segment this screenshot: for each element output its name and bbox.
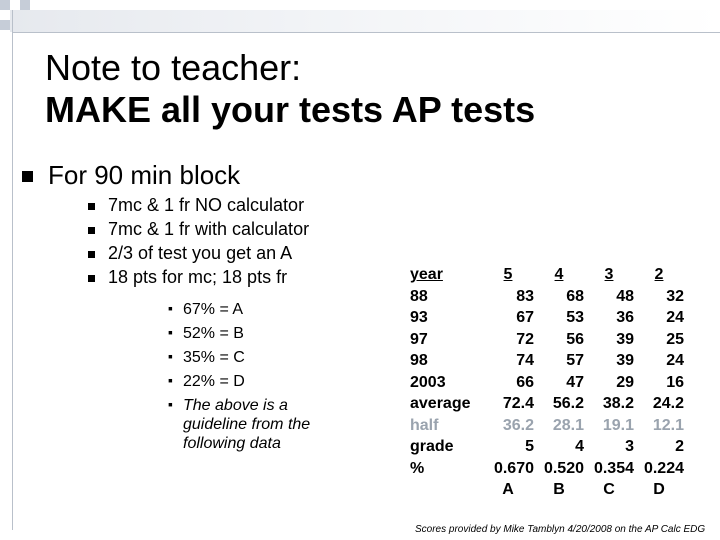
table-row: average 72.4 56.2 38.2 24.2 [410,395,684,412]
main-bullet-text: For 90 min block [48,160,241,190]
list-item: ▪ 22% = D [168,372,245,390]
source-footnote: Scores provided by Mike Tamblyn 4/20/2008 on the AP Calc EDG [415,524,706,535]
table-row: 97 72 56 39 25 [410,330,684,348]
square-bullet-icon [88,203,95,210]
grade-bullet-list [168,300,338,458]
small-square-bullet-icon: ▪ [168,300,173,316]
small-square-bullet-icon: ▪ [168,324,173,340]
table-row: grade 5 4 3 2 [410,438,684,455]
table-row: % 0.670 0.520 0.354 0.224 [410,459,684,477]
scores-table [410,264,684,501]
table-row: half 36.2 28.1 19.1 12.1 [410,416,684,434]
table-row: A B C D [502,481,665,498]
table-row: 88 83 68 48 32 [410,287,684,305]
table-row: 2003 66 47 29 16 [410,373,684,391]
table-header-row: year 5 4 3 2 [410,266,664,283]
small-square-bullet-icon: ▪ [168,396,173,412]
small-square-bullet-icon: ▪ [168,372,173,388]
square-bullet-icon [88,251,95,258]
slide-title [45,47,535,131]
list-item: ▪ 52% = B [168,324,244,342]
list-item: ▪ 67% = A [168,300,244,318]
small-square-bullet-icon: ▪ [168,348,173,364]
decorative-vertical-line [12,10,13,530]
title-line-1: Note to teacher: [45,47,302,88]
table-row: 93 67 53 36 24 [410,309,684,326]
square-bullet-icon [88,227,95,234]
table-row: 98 74 57 39 24 [410,352,684,369]
decorative-top-bar [10,10,720,32]
title-line-2: MAKE all your tests AP tests [45,89,536,130]
list-item: ▪ 35% = C [168,348,245,366]
square-bullet-icon [88,275,95,282]
list-item: ▪ The above is a guideline from the following data [168,396,311,452]
square-bullet-icon [22,171,33,182]
decorative-horizontal-line [12,32,720,33]
